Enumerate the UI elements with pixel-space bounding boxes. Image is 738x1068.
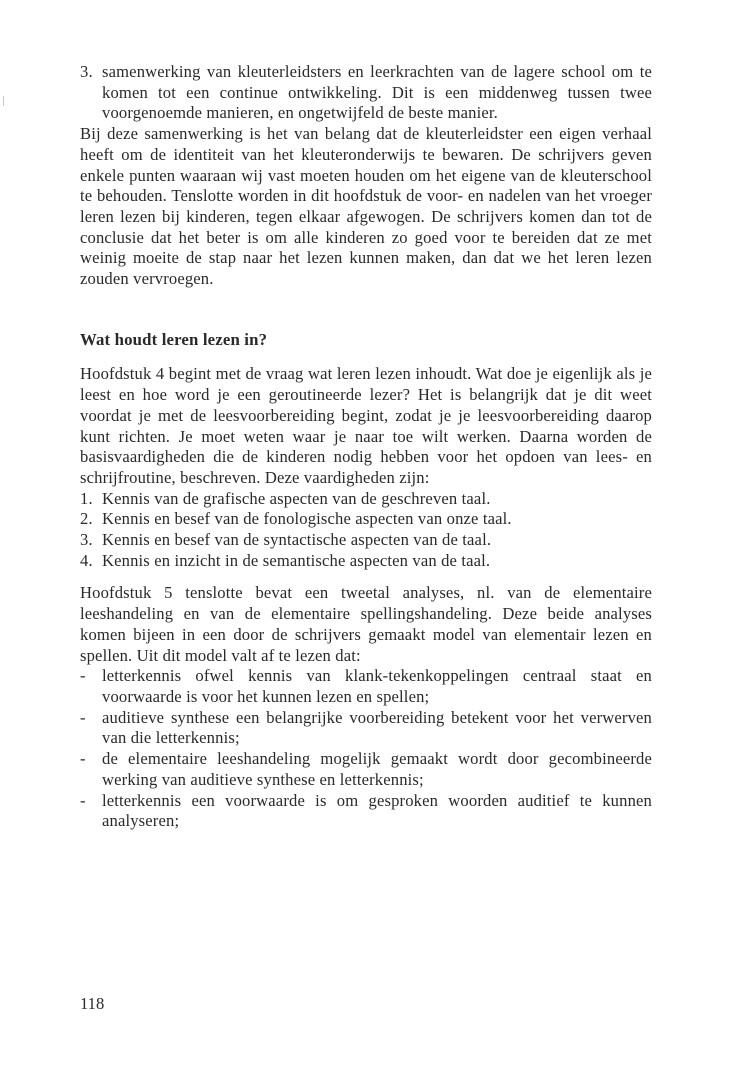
dash-marker: - [80, 749, 86, 769]
conclusions-list-item [80, 749, 652, 790]
conclusions-list-item [80, 791, 652, 832]
paragraph-1: Bij deze samenwerking is het van belang dat de kleuterleidster een eigen verhaal heeft om de identiteit van het kleuteronderwijs te bewaren. De schrijvers geven enkele punten waaraan wij vast moeten houden om het eigene van de kleuterschool te behouden. Tenslotte worden in dit hoofdstuk de voor- en nadelen van het vroeger leren lezen bij kinderen, tegen elkaar afgewogen. De schrijvers komen dan tot de conclusie dat het beter is om alle kinderen zo goed voor te bereiden dat ze met weinig moeite de stap naar het lezen kunnen maken, dan dat we het leren lezen zouden vervroegen. [80, 124, 652, 289]
list-number: 4. [80, 550, 93, 570]
skills-list-item [80, 530, 652, 551]
dash-marker: - [80, 790, 86, 810]
scan-margin-mark [3, 96, 4, 106]
dash-marker: - [80, 666, 86, 686]
section-heading: Wat houdt leren lezen in? [80, 329, 268, 349]
intro-numbered-item [80, 62, 652, 124]
skills-list-item [80, 551, 652, 572]
list-text: Kennis en besef van de syntactische aspecten van de taal. [102, 530, 492, 550]
intro-item-number: 3. [80, 62, 93, 81]
intro-item-text: samenwerking van kleuterleidsters en leerkrachten van de lagere school om te komen tot een continue ontwikkeling. Dit is een middenweg tussen twee voorgenoemde manieren, en ongetwijfeld de beste manier. [102, 62, 652, 123]
list-number: 2. [80, 509, 93, 529]
conclusions-list [80, 666, 652, 832]
conclusions-list-item [80, 666, 652, 707]
list-number: 3. [80, 530, 93, 550]
page-number: 118 [80, 994, 105, 1013]
list-text: letterkennis ofwel kennis van klank-tekenkoppelingen centraal staat en voorwaarde is voor het kunnen lezen en spellen; [102, 666, 652, 706]
list-text: letterkennis een voorwaarde is om gesproken woorden auditief te kunnen analyseren; [102, 790, 652, 831]
skills-list [80, 489, 652, 572]
list-text: Kennis van de grafische aspecten van de geschreven taal. [102, 488, 491, 508]
list-text: Kennis en besef van de fonologische aspecten van onze taal. [102, 509, 512, 529]
list-number: 1. [80, 488, 93, 508]
conclusions-list-item [80, 708, 652, 749]
skills-list-item [80, 509, 652, 530]
page-body [80, 62, 652, 832]
list-text: auditieve synthese een belangrijke voorbereiding betekent voor het verwerven van die letterkennis; [102, 707, 652, 748]
paragraph-2: Hoofdstuk 4 begint met de vraag wat leren lezen inhoudt. Wat doe je eigenlijk als je leest en hoe word je een geroutineerde lezer? Het is belangrijk dat je dit weet voordat je met de leesvoorbereiding begint, zodat je je leesvoorbereiding daarop kunt richten. Je moet weten waar je naar toe wilt werken. Daarna worden de basisvaardigheden die de kinderen nodig hebben voor het opdoen van lees- en schrijfroutine, beschreven. Deze vaardigheden zijn: [80, 364, 652, 487]
paragraph-3: Hoofdstuk 5 tenslotte bevat een tweetal analyses, nl. van de elementaire leeshandeling en van de elementaire spellingshandeling. Deze beide analyses komen bijeen in een door de schrijvers gemaakt model van elementair lezen en spellen. Uit dit model valt af te lezen dat: [80, 583, 652, 665]
list-text: Kennis en inzicht in de semantische aspecten van de taal. [102, 550, 491, 570]
dash-marker: - [80, 707, 86, 727]
skills-list-item [80, 489, 652, 510]
list-text: de elementaire leeshandeling mogelijk gemaakt wordt door gecombineerde werking van auditieve synthese en letterkennis; [102, 749, 652, 789]
